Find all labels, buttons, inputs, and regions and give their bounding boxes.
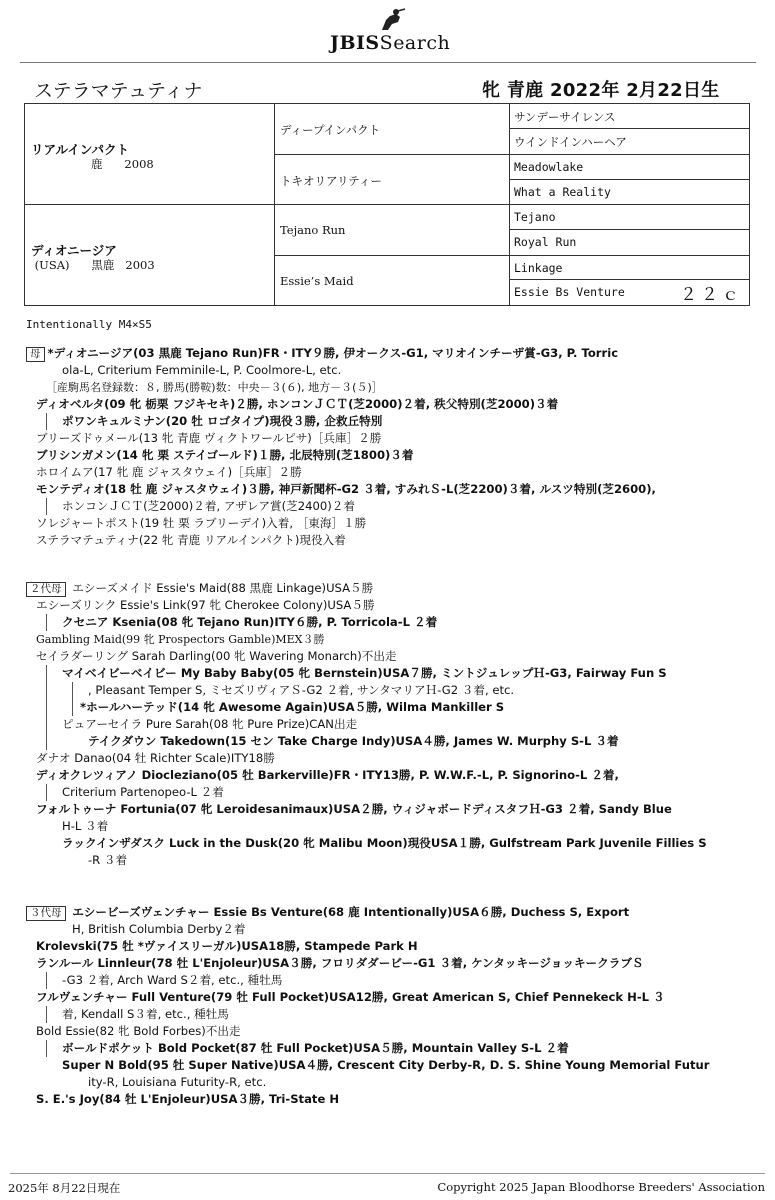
- list-item: [26, 699, 751, 716]
- list-item[interactable]: ソレジャートポスト(19 牡 栗 ラブリーデイ)入着, ［東海］１勝: [36, 516, 367, 530]
- list-item-text: ホンコンＪＣＴ(芝2000)２着, アザレア賞(芝2400)２着: [62, 499, 355, 513]
- ped-g2-cell: [275, 256, 510, 305]
- list-item-text[interactable]: *ホールハーテッド(14 牝 Awesome Again)USA５勝, Wilma Mankiller S: [80, 700, 505, 714]
- list-item: [26, 498, 751, 515]
- ped-g2-1[interactable]: ディープインパクト: [280, 123, 381, 137]
- section-tag: ３代母: [26, 906, 66, 921]
- ped-g3-4[interactable]: What a Reality: [514, 185, 611, 199]
- list-item: [26, 682, 751, 699]
- list-item: [26, 413, 751, 430]
- list-item-text[interactable]: マイベイビーベイビー My Baby Baby(05 牝 Bernstein)USA７勝, ミントジュレップＨ-G3, Fairway Fun S: [62, 666, 667, 680]
- list-item: [26, 1006, 751, 1023]
- list-item: [26, 716, 751, 733]
- list-item[interactable]: ブリシンガメン(14 牝 栗 ステイゴールド)１勝, 北辰特別(芝1800)３着: [36, 448, 414, 462]
- logo-text-jbis: JBIS: [330, 32, 380, 54]
- list-item-text: , Pleasant Temper S, ミセズリヴィアＳ-G2 ２着, サンタマリアＨ-G2 ３着, etc.: [88, 683, 515, 697]
- ped-g2-4[interactable]: Essie’s Maid: [280, 274, 354, 288]
- ped-g3-3[interactable]: Meadowlake: [514, 160, 584, 174]
- list-item[interactable]: Krolevski(75 牡 *ヴァイスリーガル)USA18勝, Stampede Park H: [36, 939, 418, 953]
- list-item[interactable]: セイラダーリング Sarah Darling(00 牝 Wavering Monarch)不出走: [36, 649, 397, 663]
- list-item[interactable]: ホロイムア(17 牝 鹿 ジャスタウェイ)［兵庫］２勝: [36, 465, 302, 479]
- third-dam-section: [26, 904, 751, 1108]
- list-item: [26, 665, 751, 682]
- ped-g2-cell: [275, 155, 510, 205]
- list-item-text[interactable]: ポワンキュルミナン(20 牡 ロゴタイプ)現役３勝, 企救丘特別: [62, 414, 383, 428]
- list-item[interactable]: ブリーズドゥメール(13 牝 青鹿 ヴィクトワールピサ)［兵庫］２勝: [36, 431, 382, 445]
- list-item[interactable]: ダナオ Danao(04 牡 Richter Scale)ITY18勝: [36, 751, 275, 765]
- ped-dam-detail: (USA) 黒鹿 2003: [31, 258, 155, 272]
- inbreeding-note: Intentionally M4×S5: [26, 318, 152, 331]
- list-item-text[interactable]: *ディオニージア(03 黒鹿 Tejano Run)FR・ITY９勝, 伊オークス-G1, マリオインチーザ賞-G3, P. Torric: [47, 346, 619, 360]
- list-item[interactable]: Gambling Maid(99 牝 Prospectors Gamble)MEX３勝: [36, 633, 325, 646]
- list-item: H-L ３着: [62, 819, 109, 833]
- list-item-text[interactable]: テイクダウン Takedown(15 セン Take Charge Indy)USA４勝, James W. Murphy S-L ３着: [88, 734, 619, 748]
- list-item[interactable]: フルヴェンチャー Full Venture(79 牡 Full Pocket)USA12勝, Great American S, Chief Pennekeck H-L ３: [36, 990, 665, 1004]
- ped-g3-cell: [510, 256, 749, 280]
- ped-g3-cell: [510, 180, 749, 205]
- ped-g3-cell: [510, 155, 749, 180]
- ped-g3-2[interactable]: ウインドインハーヘア: [514, 135, 627, 149]
- ped-g2-cell: [275, 104, 510, 155]
- footer-copyright: Copyright 2025 Japan Bloodhorse Breeders' Association: [437, 1180, 765, 1194]
- ped-sire-cell: [25, 104, 275, 205]
- horse-name: ステラマテュティナ: [34, 80, 203, 102]
- ped-g3-5[interactable]: Tejano: [514, 210, 556, 224]
- list-item-text[interactable]: クセニア Ksenia(08 牝 Tejano Run)ITY６勝, P. Torricola-L ２着: [62, 615, 438, 629]
- section-tag: ２代母: [26, 582, 66, 597]
- list-item[interactable]: フォルトゥーナ Fortunia(07 牝 Leroidesanimaux)USA２勝, ウィジャボードディスタフＨ-G3 ２着, Sandy Blue: [36, 802, 672, 816]
- footer-date: 2025年 8月22日現在: [8, 1181, 121, 1195]
- ped-g3-cell: [510, 129, 749, 155]
- list-item-text[interactable]: ボールドポケット Bold Pocket(87 牡 Full Pocket)USA５勝, Mountain Valley S-L ２着: [62, 1041, 569, 1055]
- list-item[interactable]: ディオクレツィアノ Diocleziano(05 牡 Barkerville)FR・ITY13勝, P. W.W.F.-L, P. Signorino-L ２着,: [36, 768, 619, 782]
- list-item[interactable]: モンテディオ(18 牡 鹿 ジャスタウェイ)３勝, 神戸新聞杯-G2 ３着, すみれＳ-L(芝2200)３着, ルスツ特別(芝2600),: [36, 482, 656, 496]
- list-item: [26, 784, 751, 801]
- list-item-text: -G3 ２着, Arch Ward S２着, etc., 種牡馬: [62, 973, 283, 987]
- ped-g3-cell: [510, 230, 749, 256]
- second-dam-section: [26, 580, 751, 869]
- section-tag: 母: [26, 347, 45, 362]
- ped-dam-cell: [25, 205, 275, 305]
- ped-g3-1[interactable]: サンデーサイレンス: [514, 110, 616, 124]
- list-item[interactable]: エシーズリンク Essie's Link(97 牝 Cherokee Colony)USA５勝: [36, 598, 375, 612]
- ped-g3-cell: [510, 205, 749, 230]
- list-item: [26, 614, 751, 631]
- list-item-text: 着, Kendall S３着, etc., 種牡馬: [62, 1007, 229, 1021]
- ped-g3-cell: [510, 104, 749, 129]
- list-item[interactable]: ラックインザダスク Luck in the Dusk(20 牝 Malibu Moon)現役USA１勝, Gulfstream Park Juvenile Fillies S: [62, 836, 707, 850]
- list-item[interactable]: Bold Essie(82 牝 Bold Forbes)不出走: [36, 1024, 241, 1038]
- ped-g2-3[interactable]: Tejano Run: [280, 223, 346, 237]
- logo-text-search: Search: [379, 32, 451, 54]
- footer-divider: [10, 1173, 765, 1174]
- list-item-text: Criterium Partenopeo-L ２着: [62, 785, 224, 799]
- list-item[interactable]: ディオベルタ(09 牝 栃栗 フジキセキ)２勝, ホンコンＪＣＴ(芝2000)２着, 秩父特別(芝2000)３着: [36, 397, 559, 411]
- list-item: [26, 1040, 751, 1057]
- inbreed-mark: ２２ｃ: [680, 285, 743, 305]
- ped-g3-6[interactable]: Royal Run: [514, 235, 577, 249]
- dam-section: [26, 345, 751, 549]
- ped-g3-7[interactable]: Linkage: [514, 261, 563, 275]
- horse-jockey-icon: [378, 8, 408, 32]
- list-item-text[interactable]: エシービーズヴェンチャー Essie Bs Venture(68 鹿 Intentionally)USA６勝, Duchess S, Export: [72, 905, 630, 919]
- ped-sire-name[interactable]: リアルインパクト: [31, 142, 130, 157]
- list-item: ity-R, Louisiana Futurity-R, etc.: [88, 1075, 267, 1089]
- ped-g3-cell: [510, 280, 749, 305]
- ped-g2-2[interactable]: トキオリアリティー: [280, 174, 382, 188]
- list-item[interactable]: ステラマテュティナ(22 牝 青鹿 リアルインパクト)現役入着: [36, 533, 346, 547]
- list-item[interactable]: S. E.'s Joy(84 牡 L'Enjoleur)USA３勝, Tri-State H: [36, 1092, 340, 1106]
- list-item: ola-L, Criterium Femminile-L, P. Coolmore-L, etc.: [62, 363, 342, 377]
- list-item: [26, 972, 751, 989]
- list-item: H, British Columbia Derby２着: [72, 922, 246, 936]
- list-item: [26, 580, 751, 597]
- list-item: [26, 733, 751, 750]
- pedigree-table: [24, 103, 750, 306]
- list-item-text[interactable]: エシーズメイド Essie's Maid(88 黒鹿 Linkage)USA５勝: [72, 581, 374, 595]
- list-item[interactable]: ランルール Linnleur(78 牡 L'Enjoleur)USA３勝, フロリダダービー-G1 ３着, ケンタッキージョッキークラブＳ: [36, 956, 644, 970]
- ped-dam-name[interactable]: ディオニージア: [31, 243, 117, 258]
- list-item: [26, 904, 751, 921]
- list-item: [26, 345, 751, 362]
- ped-sire-detail: 鹿 2008: [91, 157, 154, 171]
- horse-info: 牝 青鹿 2022年 2月22日生: [482, 80, 720, 101]
- list-item: -R ３着: [88, 853, 128, 867]
- jbis-search-logo[interactable]: [328, 6, 458, 56]
- list-item[interactable]: Super N Bold(95 牡 Super Native)USA４勝, Crescent City Derby-R, D. S. Shine Young Memorial Futur: [62, 1058, 710, 1072]
- header-divider: [20, 62, 756, 63]
- list-item: ［産駒馬名登録数：８, 勝馬(勝鞍)数：中央－３(６), 地方－３(５)］: [46, 381, 383, 394]
- list-item-text[interactable]: ピュアーセイラ Pure Sarah(08 牝 Pure Prize)CAN出走: [62, 717, 358, 731]
- ped-g2-cell: [275, 205, 510, 256]
- ped-g3-8[interactable]: Essie Bs Venture: [514, 285, 625, 299]
